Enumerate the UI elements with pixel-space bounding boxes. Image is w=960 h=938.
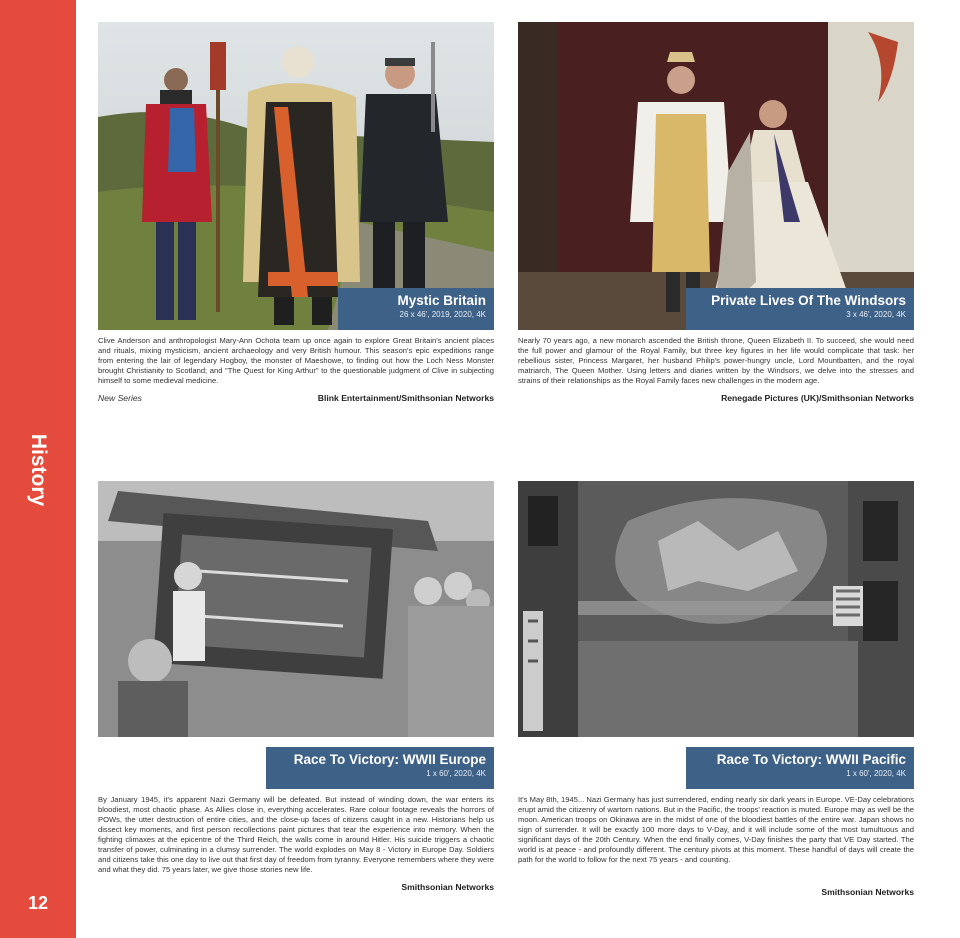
programme-description: It's May 8th, 1945... Nazi Germany has just surrendered, ending nearly six dark years in Europe. VE-Day celebrations erupt amid the citizenry of wartorn nations. But in the Pacific, the troops' reaction is muted. Europe may as well be the moon. American troops on Okinawa are in the midst of one of the bloodiest battles of the entire war. Japan shows no sign of surrender. It will be exactly 100 more days to V-Day, and it will include some of the most tumultuous and significant days of the 20th Century. When the end finally comes, V-Day finishes the party that VE Day started. The world is at peace - and profoundly different. The century pivots at this moment. These handful of days will create the path for the world to follow for the next 75 years - and counting. bbox=[518, 795, 914, 864]
programme-footer bbox=[98, 393, 494, 403]
production-credit: Smithsonian Networks bbox=[401, 882, 494, 892]
programme-meta: 3 x 46', 2020, 4K bbox=[846, 310, 906, 319]
programme-footer bbox=[518, 393, 914, 403]
programme-title: Mystic Britain bbox=[397, 293, 486, 308]
programme-photo bbox=[518, 481, 914, 789]
programme-photo bbox=[98, 22, 494, 330]
programme-card-private-lives-windsors bbox=[518, 22, 914, 403]
programme-card-race-victory-europe bbox=[98, 481, 494, 892]
programme-footer bbox=[518, 887, 914, 897]
programme-caption bbox=[266, 747, 494, 789]
programme-meta: 1 x 60', 2020, 4K bbox=[426, 769, 486, 778]
programme-footer bbox=[98, 882, 494, 892]
production-credit: Smithsonian Networks bbox=[821, 887, 914, 897]
programme-meta: 26 x 46', 2019, 2020, 4K bbox=[399, 310, 486, 319]
production-credit: Blink Entertainment/Smithsonian Networks bbox=[317, 393, 494, 403]
programme-caption bbox=[338, 288, 494, 330]
programme-card-mystic-britain bbox=[98, 22, 494, 403]
celebration-street-photo-illustration bbox=[518, 481, 914, 737]
programme-meta: 1 x 60', 2020, 4K bbox=[846, 769, 906, 778]
programme-title: Race To Victory: WWII Europe bbox=[293, 752, 486, 767]
section-label: History bbox=[27, 433, 50, 507]
programme-photo bbox=[518, 22, 914, 330]
new-series-tag: New Series bbox=[98, 393, 142, 403]
page-number: 12 bbox=[27, 893, 49, 913]
programme-caption bbox=[686, 288, 914, 330]
section-sidebar bbox=[0, 0, 76, 938]
programme-photo bbox=[98, 481, 494, 789]
production-credit: Renegade Pictures (UK)/Smithsonian Networks bbox=[721, 393, 914, 403]
mystic-britain-photo-illustration bbox=[98, 22, 494, 330]
programme-description: Nearly 70 years ago, a new monarch ascended the British throne, Queen Elizabeth II. To succeed, she would need the full power and glamour of the Royal Family, but three key figures in her life would complicate that task: her rebellious sister, Princess Margaret, her husband Philip's power-hungry uncle, Lord Mountbatten, and the royal matriarch, The Queen Mother. Using letters and diaries written by the Windsors, we delve into the stresses and strains of their relationships as the Royal Family faces new challenges in the modern age. bbox=[518, 336, 914, 385]
programme-card-race-victory-pacific bbox=[518, 481, 914, 897]
war-over-europe-photo-illustration bbox=[98, 481, 494, 737]
programme-title: Private Lives Of The Windsors bbox=[711, 293, 906, 308]
programme-description: By January 1945, it's apparent Nazi Germany will be defeated. But instead of winding down, the war enters its bloodiest, most chaotic phase. As Allies close in, everything accelerates. Rare colour footage reveals the horrors of POWs, the utter destruction of entire cities, and the close-up faces of citizens caught in a new. Historians help us dissect key moments, and first person recollections paint pictures that tear the experience into memory. When the fighting climaxes at the epicentre of the Third Reich, the walls come in around Hitler. His suicide triggers a chaotic transfer of power, culminating in a clumsy surrender. The world explodes on May 8 - Victory in Europe Day. Soldiers and citizens take this one day to live out that first day of freedom from tyranny. Everyone remembers where they were and what they did. 75 years later, we give those stories new life. bbox=[98, 795, 494, 874]
programme-title: Race To Victory: WWII Pacific bbox=[716, 752, 906, 767]
royal-portrait-photo-illustration bbox=[518, 22, 914, 330]
programme-caption bbox=[686, 747, 914, 789]
programme-description: Clive Anderson and anthropologist Mary-Ann Ochota team up once again to explore Great Britain's ancient places and rituals, mixing mysticism, ancient archaeology and very British humour. This season's epic expeditions range from entering the lair of legendary Hogboy, the monster of Maeshowe, to finding out how the Loch Ness Monster brought Christianity to Scotland; and "The Quest for King Arthur" to the questionable judgment of Clive in subjecting himself to some medieval medicine. bbox=[98, 336, 494, 385]
